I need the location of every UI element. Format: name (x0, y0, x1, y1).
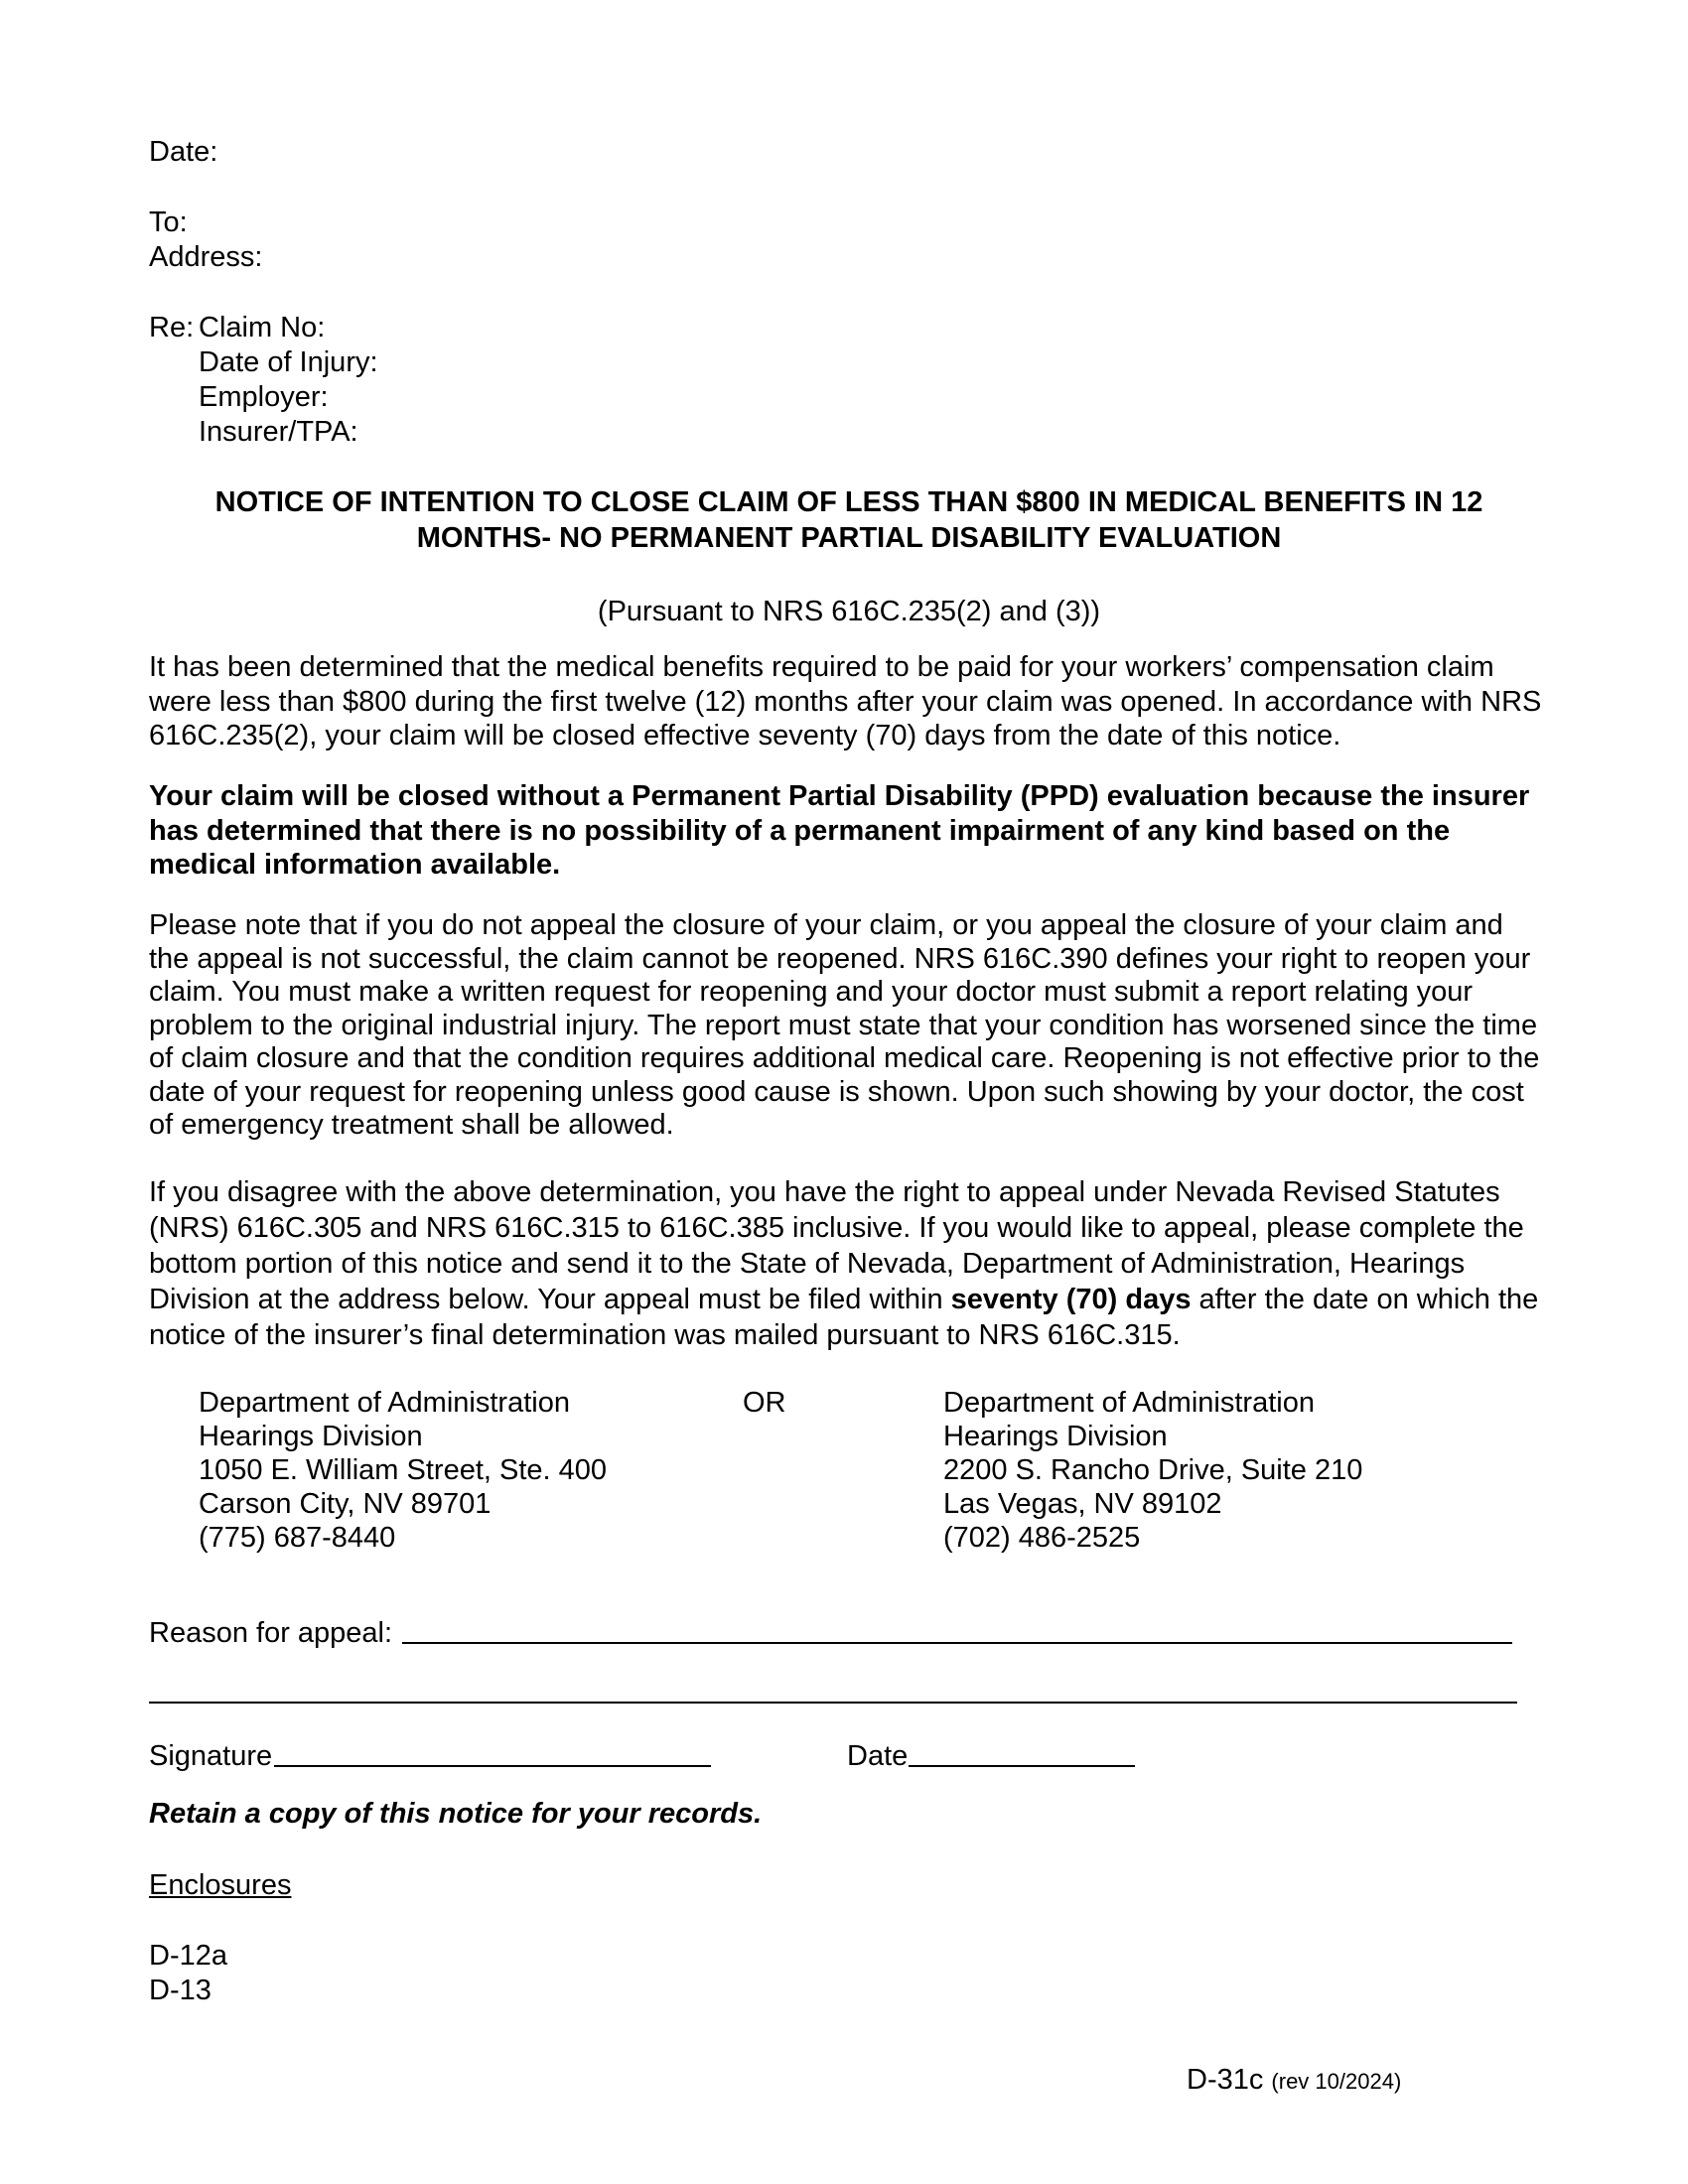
notice-title-line2: MONTHS- NO PERMANENT PARTIAL DISABILITY EVALUATION (416, 522, 1282, 554)
address-line: 1050 E. William Street, Ste. 400 (199, 1454, 608, 1486)
address-phone: (775) 687-8440 (199, 1522, 396, 1554)
date-field-label: Date (847, 1740, 909, 1772)
address-line: Carson City, NV 89701 (199, 1488, 492, 1520)
appeal-rights-text-end: after the date on which the notice of the insurer’s final determination was mailed pursuant to NRS 616C.315. (149, 1284, 1539, 1351)
pursuant-note: (Pursuant to NRS 616C.235(2) and (3)) (597, 596, 1101, 627)
enclosures-heading: Enclosures (149, 1869, 292, 1901)
date-label: Date: (149, 136, 218, 168)
enclosure-item: D-13 (149, 1975, 211, 2006)
address-line: Hearings Division (199, 1421, 423, 1452)
address-line: Department of Administration (943, 1387, 1315, 1419)
address-label: Address: (149, 241, 263, 273)
signature-field[interactable] (274, 1765, 711, 1767)
to-label: To: (149, 206, 188, 238)
address-carson-city (199, 1386, 607, 1555)
paragraph-reopening: Please note that if you do not appeal the closure of your claim, or you appeal the closure of your claim and the appeal is not successful, the claim cannot be reopened. NRS 616C.390 defines your right to reopen your claim. You must make a written request for reopening and your doctor must submit a report relating your problem to the original industrial injury. The report must state that your condition has worsened since the time of claim closure and that the condition requires additional medical care. Reopening is not effective prior to the date of your request for reopening unless good cause is shown. Upon such showing by your doctor, the cost of emergency treatment shall be allowed. (149, 909, 1540, 1141)
or-label: OR (743, 1387, 786, 1419)
paragraph-determination: It has been determined that the medical benefits required to be paid for your workers’ compensation claim were less than $800 during the first twelve (12) months after your claim was opened. In accordance with NRS 616C.235(2), your claim will be closed effective seventy (70) days from the date of this notice. (149, 651, 1542, 751)
date-field[interactable] (909, 1765, 1135, 1767)
enclosure-item: D-12a (149, 1940, 227, 1972)
date-of-injury-label: Date of Injury: (199, 346, 378, 378)
address-phone: (702) 486-2525 (943, 1522, 1141, 1554)
employer-label: Employer: (199, 381, 329, 413)
form-identifier (1187, 2063, 1401, 2098)
reason-for-appeal-field-continued[interactable] (149, 1702, 1517, 1704)
appeal-deadline: seventy (70) days (950, 1284, 1192, 1315)
address-line: 2200 S. Rancho Drive, Suite 210 (943, 1454, 1363, 1486)
re-label: Re: (149, 312, 195, 343)
reason-for-appeal-label: Reason for appeal: (149, 1617, 393, 1649)
appeal-rights-text: If you disagree with the above determination, you have the right to appeal under Nevada Revised Statutes (NRS) 616C.305 and NRS 616C.315 to 616C.385 inclusive. If you would like to appeal, please complete the bottom portion of this notice and send it to the State of Nevada, Department of Administration, Hearings Division at the address below. Your appeal must be filed within (149, 1176, 1524, 1315)
address-line: Department of Administration (199, 1387, 570, 1419)
insurer-label: Insurer/TPA: (199, 416, 358, 448)
form-id: D-31c (1187, 2064, 1264, 2096)
address-las-vegas (943, 1386, 1362, 1555)
address-line: Hearings Division (943, 1421, 1168, 1452)
form-revision: (rev 10/2024) (1271, 2069, 1402, 2094)
paragraph-no-ppd: Your claim will be closed without a Permanent Partial Disability (PPD) evaluation because the insurer has determined that there is no possibility of a permanent impairment of any kind based on the medical information available. (149, 780, 1530, 881)
signature-label: Signature (149, 1740, 273, 1772)
claim-no-label: Claim No: (199, 312, 326, 343)
address-line: Las Vegas, NV 89102 (943, 1488, 1222, 1520)
retain-copy-note: Retain a copy of this notice for your records. (149, 1798, 763, 1830)
reason-for-appeal-field[interactable] (402, 1642, 1512, 1644)
notice-title (149, 484, 1549, 556)
paragraph-appeal-rights (149, 1174, 1549, 1353)
notice-title-line1: NOTICE OF INTENTION TO CLOSE CLAIM OF LESS THAN $800 IN MEDICAL BENEFITS IN 12 (214, 486, 1483, 518)
